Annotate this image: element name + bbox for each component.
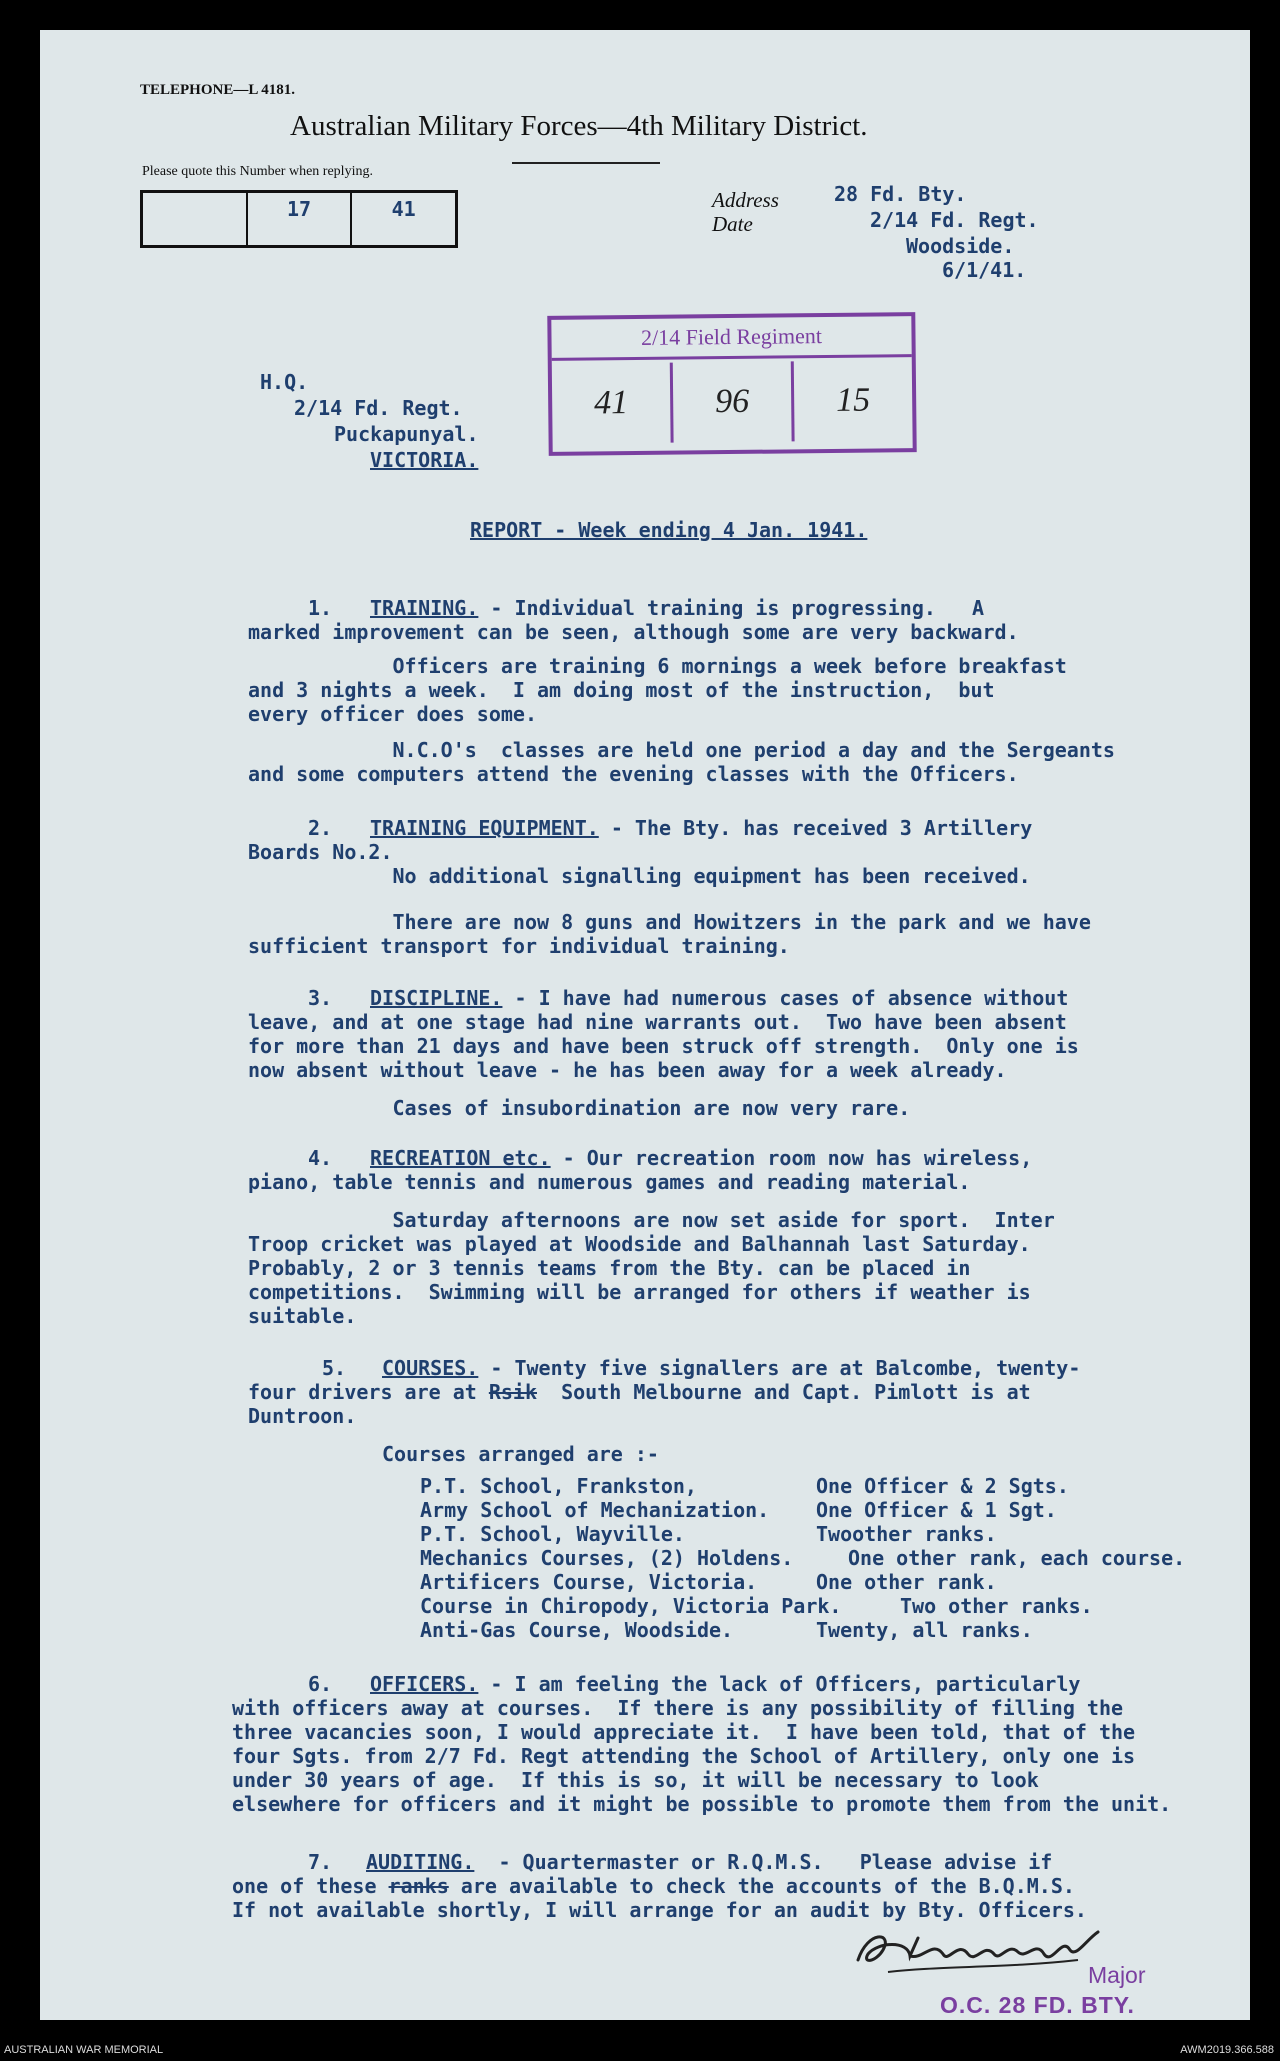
course-name: Army School of Mechanization. — [420, 1498, 770, 1522]
regiment-received-stamp — [547, 312, 916, 456]
body-line: Officers are training 6 mornings a week before breakfast — [248, 654, 1067, 678]
body-line: N.C.O's classes are held one period a day and the Sergeants — [248, 738, 1115, 762]
section-heading: DISCIPLINE. — [370, 986, 503, 1010]
reference-number-box — [140, 190, 458, 248]
body-line: Duntroon. — [248, 1404, 357, 1428]
stamp-cell: 15 — [835, 381, 871, 419]
course-name: P.T. School, Frankston, — [420, 1474, 697, 1498]
ref-cell — [143, 193, 248, 245]
address-label: Address — [712, 188, 779, 212]
stamp-cell: 41 — [552, 363, 674, 444]
body-line: every officer does some. — [248, 702, 537, 726]
body-line: for more than 21 days and have been struck off strength. Only one is — [248, 1034, 1079, 1058]
body-line: - I am feeling the lack of Officers, particularly — [478, 1672, 1081, 1696]
section-heading: TRAINING EQUIPMENT. — [370, 816, 599, 840]
sender-unit: 28 Fd. Bty. — [834, 182, 967, 206]
body-line: If not available shortly, I will arrange for an audit by Bty. Officers. — [232, 1898, 1087, 1922]
letterhead-title: Australian Military Forces—4th Military District. — [290, 110, 868, 142]
section-heading: RECREATION etc. — [370, 1146, 551, 1170]
body-line: three vacancies soon, I would appreciate it. I have been told, that of the — [232, 1720, 1136, 1744]
course-attendees: One other rank. — [816, 1570, 997, 1594]
document-page — [40, 30, 1250, 2020]
body-line: Troop cricket was played at Woodside and Balhannah last Saturday. — [248, 1232, 1031, 1256]
course-name: Anti-Gas Course, Woodside. — [420, 1618, 734, 1642]
sender-location: Woodside. — [906, 234, 1015, 258]
section-number: 7. — [308, 1850, 333, 1874]
course-attendees: Two other ranks. — [900, 1594, 1093, 1618]
body-line: suitable. — [248, 1304, 357, 1328]
section-number: 1. — [308, 596, 333, 620]
body-line: - I have had numerous cases of absence without — [502, 986, 1069, 1010]
body-line: Probably, 2 or 3 tennis teams from the Bty. can be placed in — [248, 1256, 971, 1280]
course-name: P.T. School, Wayville. — [420, 1522, 685, 1546]
body-line: No additional signalling equipment has been received. — [248, 864, 1031, 888]
title-divider — [512, 162, 660, 164]
section-heading: AUDITING. — [366, 1850, 475, 1874]
recipient-line: H.Q. — [260, 370, 309, 394]
body-line: Boards No.2. — [248, 840, 393, 864]
course-name: Artificers Course, Victoria. — [420, 1570, 758, 1594]
body-line: piano, table tennis and numerous games and reading material. — [248, 1170, 971, 1194]
course-name: Mechanics Courses, (2) Holdens. — [420, 1546, 794, 1570]
body-line: - Twenty five signallers are at Balcombe, twenty- — [478, 1356, 1081, 1380]
courses-intro: Courses arranged are :- — [382, 1442, 659, 1466]
section-heading: TRAINING. — [370, 596, 479, 620]
body-line: one of these — [232, 1874, 389, 1898]
body-line: four Sgts. from 2/7 Fd. Regt attending the School of Artillery, only one is — [232, 1744, 1136, 1768]
body-line: and 3 nights a week. I am doing most of the instruction, but — [248, 678, 995, 702]
body-line: and some computers attend the evening classes with the Officers. — [248, 762, 1019, 786]
recipient-line: 2/14 Fd. Regt. — [294, 396, 463, 420]
course-attendees: Twoother ranks. — [816, 1522, 997, 1546]
report-title: REPORT - Week ending 4 Jan. 1941. — [470, 518, 868, 542]
sender-date: 6/1/41. — [942, 258, 1027, 282]
body-line: competitions. Swimming will be arranged for others if weather is — [248, 1280, 1031, 1304]
ref-cell: 41 — [391, 197, 416, 221]
body-line: - The Bty. has received 3 Artillery — [598, 816, 1033, 840]
course-name: Course in Chiropody, Victoria Park. — [420, 1594, 842, 1618]
course-attendees: One Officer & 2 Sgts. — [816, 1474, 1069, 1498]
recipient-line: Puckapunyal. — [334, 422, 479, 446]
archive-reference: AWM2019.366.588 — [1180, 2044, 1274, 2056]
telephone-line: TELEPHONE—L 4181. — [140, 82, 296, 98]
body-line: under 30 years of age. If this is so, it will be necessary to look — [232, 1768, 1039, 1792]
date-label: Date — [712, 212, 753, 236]
course-attendees: One Officer & 1 Sgt. — [816, 1498, 1057, 1522]
body-line: - Individual training is progressing. A — [478, 596, 985, 620]
body-line: elsewhere for officers and it might be possible to promote them from the unit. — [232, 1792, 1172, 1816]
signatory-unit: O.C. 28 FD. BTY. — [940, 1992, 1135, 2018]
signatory-rank: Major — [1088, 1962, 1146, 1988]
body-line: sufficient transport for individual training. — [248, 934, 790, 958]
body-line: now absent without leave - he has been away for a week already. — [248, 1058, 1007, 1082]
body-line: Saturday afternoons are now set aside for sport. Inter — [248, 1208, 1055, 1232]
sender-regiment: 2/14 Fd. Regt. — [870, 208, 1039, 232]
body-line: South Melbourne and Capt. Pimlott is at — [537, 1380, 1031, 1404]
body-line: Cases of insubordination are now very rare. — [248, 1096, 911, 1120]
section-heading: COURSES. — [382, 1356, 479, 1380]
body-line: - Quartermaster or R.Q.M.S. Please advise if — [474, 1850, 1053, 1874]
section-number: 3. — [308, 986, 333, 1010]
quote-note: Please quote this Number when replying. — [142, 164, 373, 179]
section-number: 2. — [308, 816, 333, 840]
body-line: - Our recreation room now has wireless, — [550, 1146, 1033, 1170]
ref-cell: 17 — [248, 193, 353, 245]
body-line: four drivers are at — [248, 1380, 489, 1404]
struck-word: ranks — [388, 1874, 449, 1898]
body-line: leave, and at one stage had nine warrants out. Two have been absent — [248, 1010, 1067, 1034]
stamp-header: 2/14 Field Regiment — [551, 316, 911, 361]
signature — [848, 1920, 1118, 1990]
section-number: 4. — [308, 1146, 333, 1170]
course-attendees: One other rank, each course. — [848, 1546, 1186, 1570]
archive-credit: AUSTRALIAN WAR MEMORIAL — [4, 2044, 164, 2056]
body-line: are available to check the accounts of the B.Q.M.S. — [448, 1874, 1075, 1898]
section-number: 5. — [322, 1356, 347, 1380]
body-line: There are now 8 guns and Howitzers in the park and we have — [248, 910, 1091, 934]
course-attendees: Twenty, all ranks. — [816, 1618, 1033, 1642]
recipient-line: VICTORIA. — [370, 448, 479, 472]
body-line: marked improvement can be seen, although some are very backward. — [248, 620, 1019, 644]
struck-word: Rsik — [488, 1380, 537, 1404]
section-heading: OFFICERS. — [370, 1672, 479, 1696]
body-line: with officers away at courses. If there is any possibility of filling the — [232, 1696, 1124, 1720]
section-number: 6. — [308, 1672, 333, 1696]
stamp-cell: 96 — [673, 361, 795, 442]
